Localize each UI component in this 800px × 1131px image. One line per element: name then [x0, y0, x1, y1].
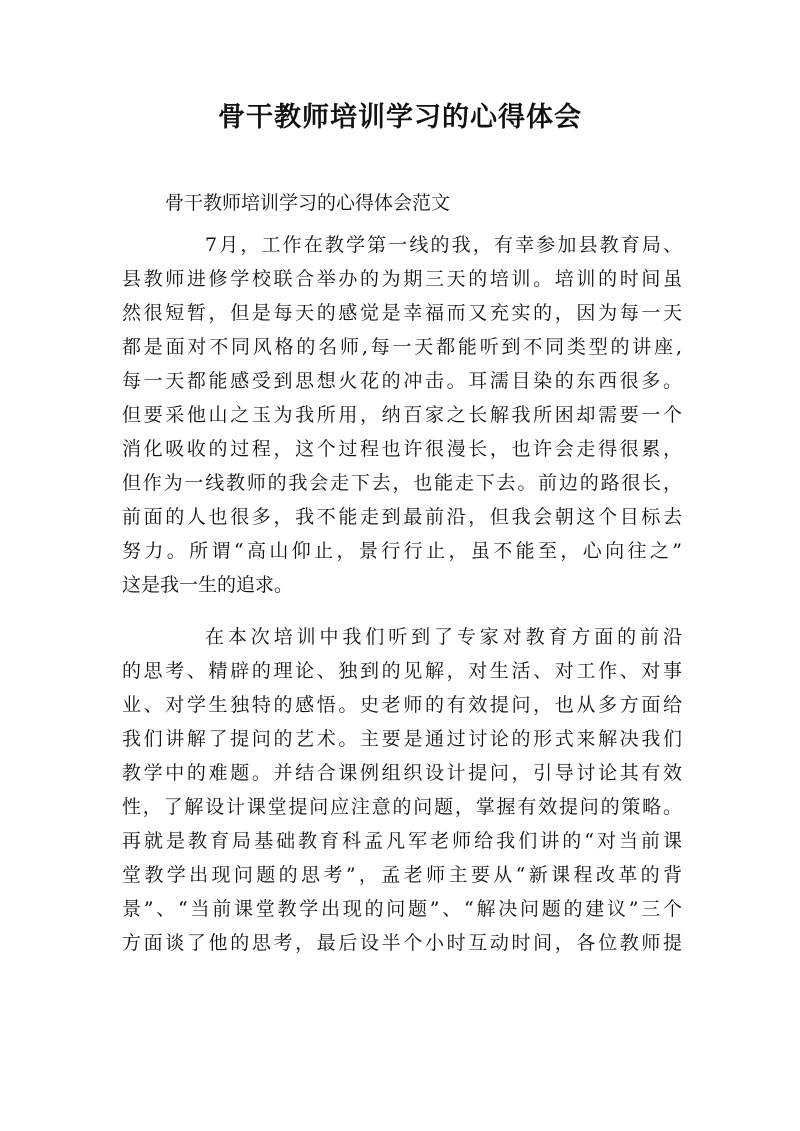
- paragraph-line: 堂教学出现问题的思考”，孟老师主要从“新课程改革的背: [122, 864, 682, 886]
- paragraph-line: 但作为一线教师的我会走下去，也能走下去。前边的路很长，: [122, 472, 682, 494]
- paragraph-line: 每一天都能感受到思想火花的冲击。耳濡目染的东西很多。: [122, 370, 682, 392]
- paragraph-line: 县教师进修学校联合举办的为期三天的培训。培训的时间虽: [122, 268, 682, 290]
- paragraph-line: 景”、“当前课堂教学出现的问题”、“解决问题的建议”三个: [122, 898, 682, 920]
- paragraph-line: 业、对学生独特的感悟。史老师的有效提问，也从多方面给: [122, 694, 682, 716]
- paragraph-line: 这是我一生的追求。: [122, 574, 294, 596]
- paragraph-line: 性，了解设计课堂提问应注意的问题，掌握有效提问的策略。: [122, 796, 682, 818]
- paragraph-line: 7月，工作在教学第一线的我，有幸参加县教育局、: [205, 234, 682, 256]
- paragraph-line: 再就是教育局基础教育科孟凡军老师给我们讲的“对当前课: [122, 830, 682, 852]
- paragraph-line: 前面的人也很多，我不能走到最前沿，但我会朝这个目标去: [122, 506, 682, 528]
- document-title: 骨干教师培训学习的心得体会: [218, 102, 582, 133]
- paragraph-line: 在本次培训中我们听到了专家对教育方面的前沿: [205, 626, 682, 648]
- document-subtitle: 骨干教师培训学习的心得体会范文: [165, 192, 451, 214]
- paragraph-line: 教学中的难题。并结合课例组织设计提问，引导讨论其有效: [122, 762, 682, 784]
- paragraph-line: 努力。所谓“高山仰止，景行行止，虽不能至，心向往之”: [122, 540, 682, 562]
- paragraph-line: 都是面对不同风格的名师,每一天都能听到不同类型的讲座,: [122, 336, 682, 358]
- paragraph-line: 然很短暂，但是每天的感觉是幸福而又充实的，因为每一天: [122, 302, 682, 324]
- paragraph-line: 我们讲解了提问的艺术。主要是通过讨论的形式来解决我们: [122, 728, 682, 750]
- paragraph-line: 方面谈了他的思考，最后设半个小时互动时间，各位教师提: [122, 932, 682, 954]
- paragraph-line: 但要采他山之玉为我所用，纳百家之长解我所困却需要一个: [122, 404, 682, 426]
- paragraph-line: 消化吸收的过程，这个过程也许很漫长，也许会走得很累，: [122, 438, 682, 460]
- paragraph-line: 的思考、精辟的理论、独到的见解，对生活、对工作、对事: [122, 660, 682, 682]
